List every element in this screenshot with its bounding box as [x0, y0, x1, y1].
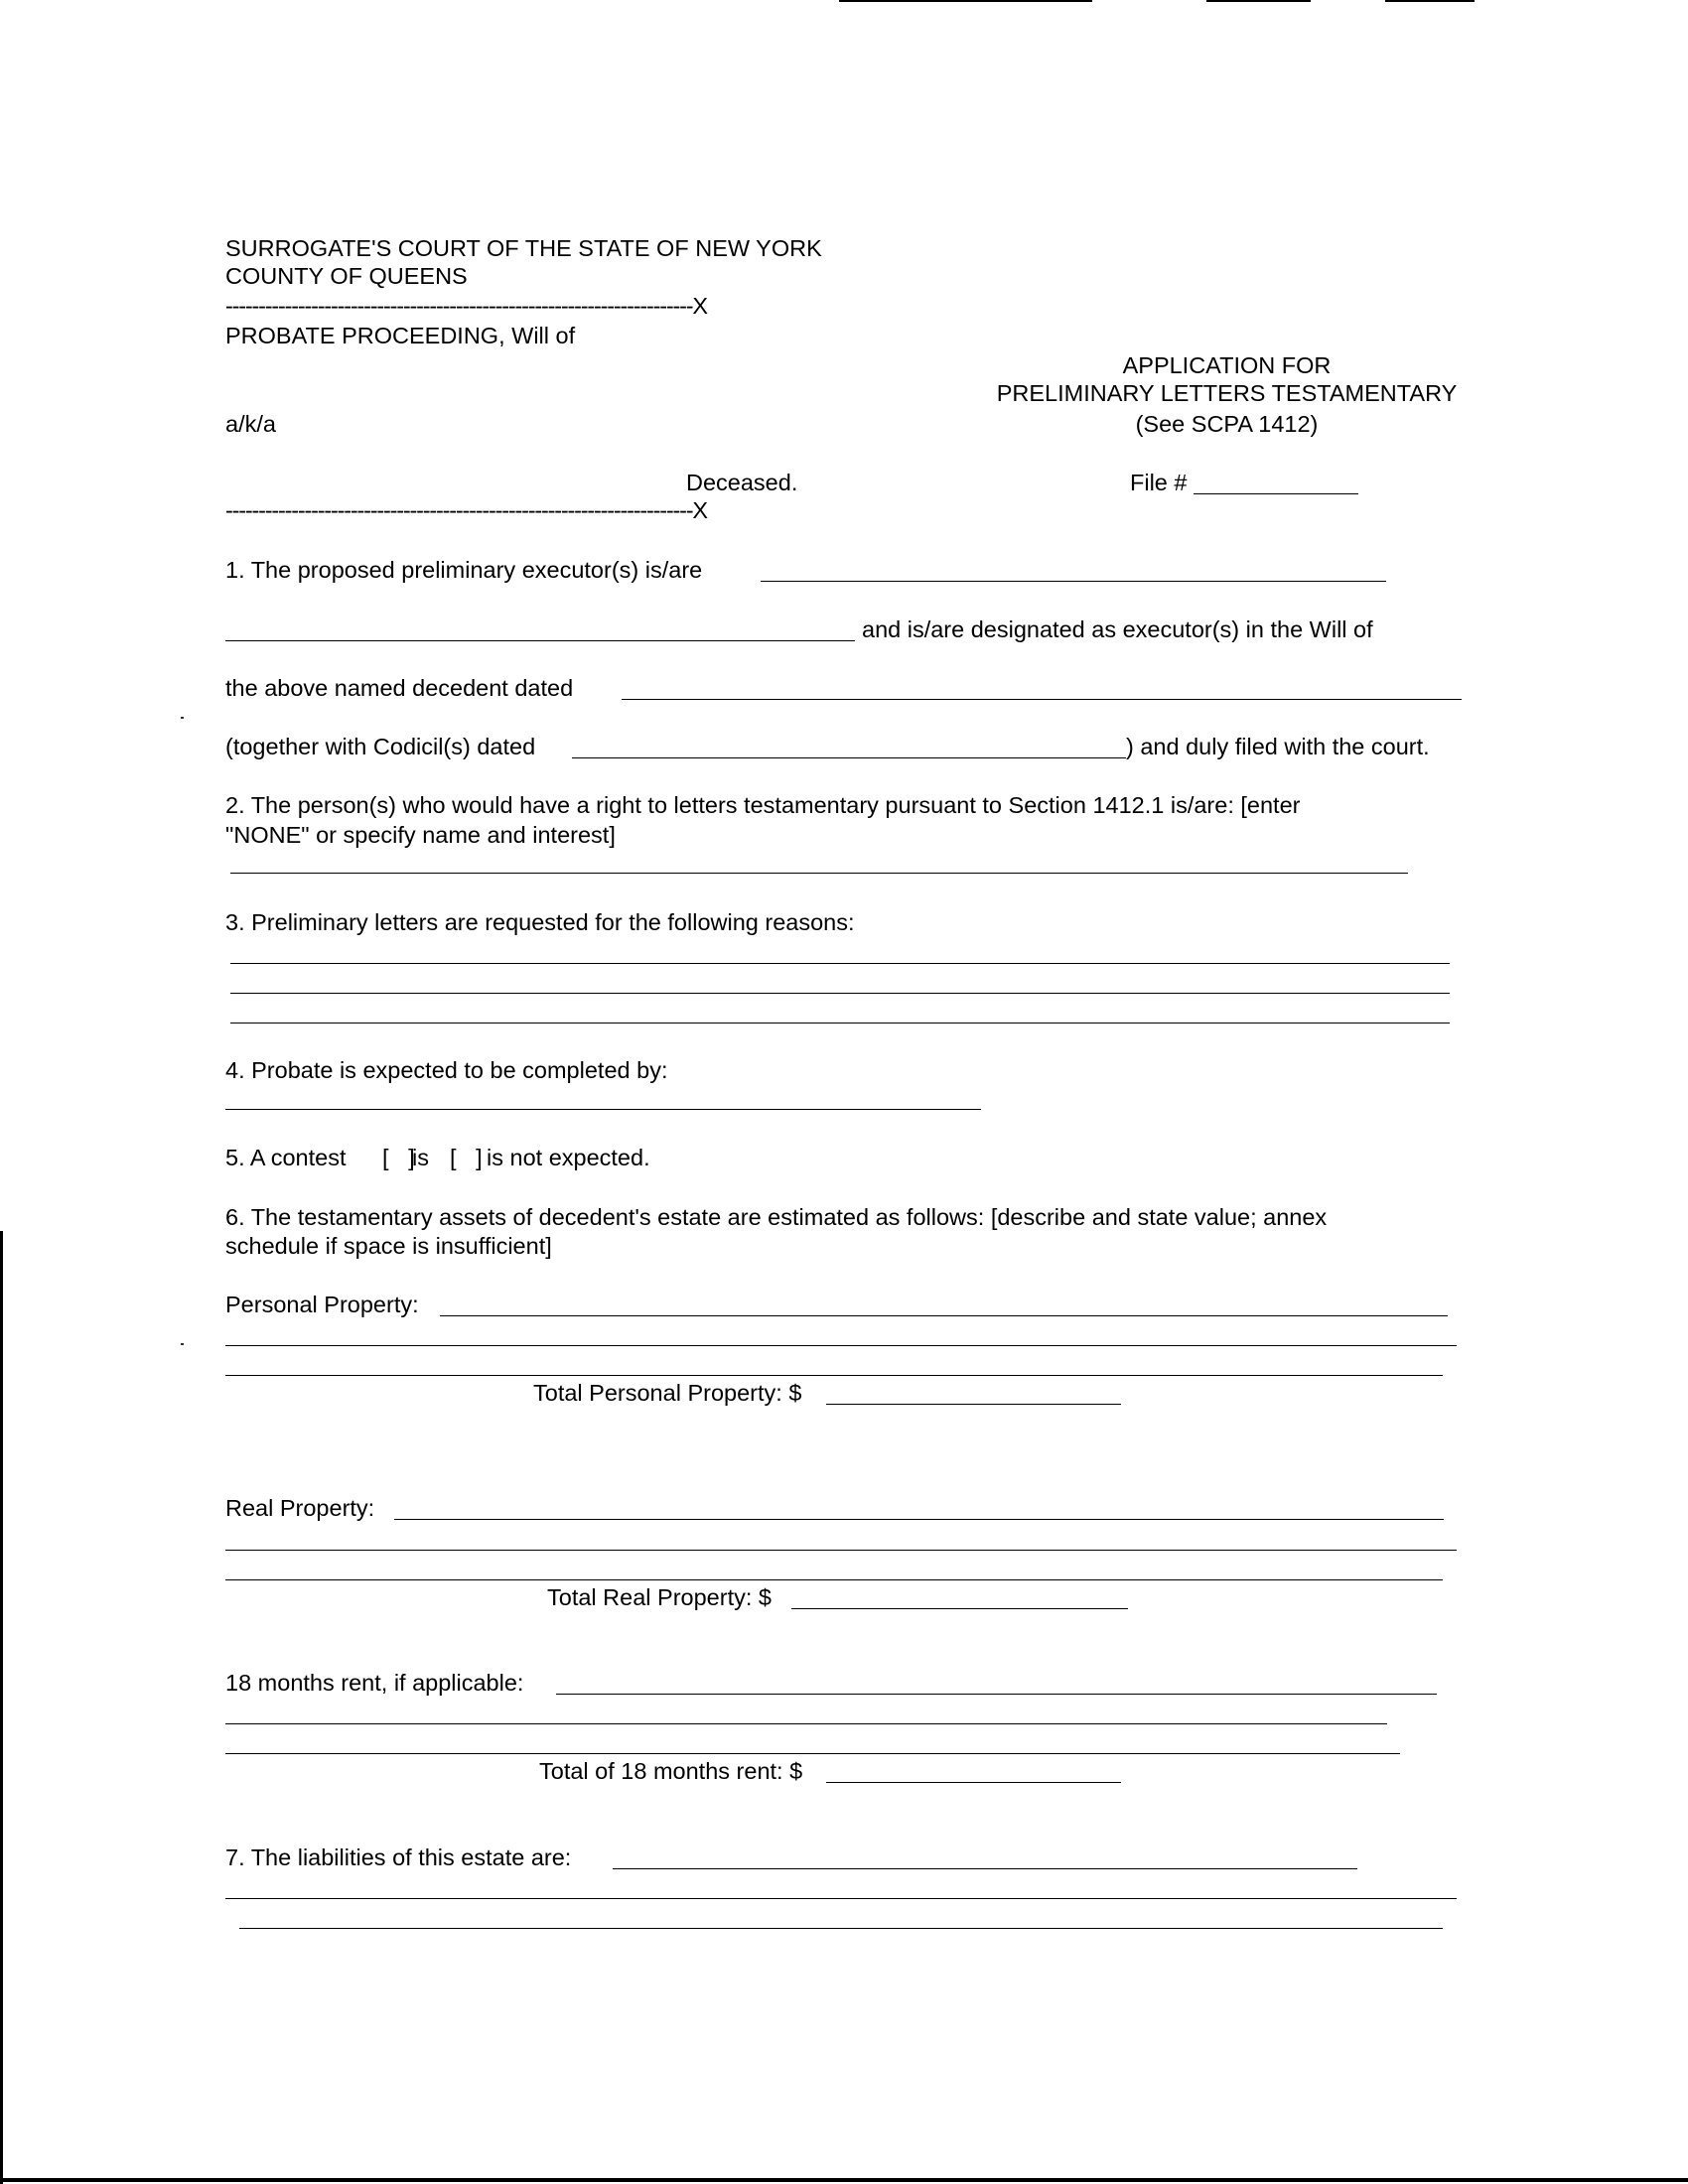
court-name: SURROGATE'S COURT OF THE STATE OF NEW YORK: [225, 235, 822, 261]
item-7-text: 7. The liabilities of this estate are:: [225, 1844, 572, 1870]
aka-label: a/k/a: [225, 411, 276, 437]
form-title-line1: APPLICATION FOR: [1122, 352, 1332, 378]
contest-expected-checkbox[interactable]: [ ]: [382, 1145, 415, 1170]
reasons-field-1[interactable]: [230, 963, 1450, 964]
form-title-line2: PRELIMINARY LETTERS TESTAMENTARY: [996, 380, 1458, 406]
caption-rule-top: -----------------------------------------------------------------------X: [225, 293, 707, 319]
liabilities-field-2[interactable]: [225, 1898, 1457, 1899]
executor-name-field[interactable]: [761, 581, 1386, 582]
item-5-not-expected-text: is not expected.: [487, 1145, 650, 1170]
executor-name-field-2[interactable]: [225, 640, 855, 641]
item-1-text: 1. The proposed preliminary executor(s) is/are: [225, 557, 703, 583]
file-number-label: File #: [1130, 470, 1188, 495]
county-name: COUNTY OF QUEENS: [225, 263, 468, 289]
total-real-property-field[interactable]: [791, 1608, 1128, 1609]
form-title-line3: (See SCPA 1412): [1135, 411, 1319, 437]
scan-top-line-2: [1206, 0, 1311, 2]
item-6-text-line2: schedule if space is insufficient]: [225, 1233, 552, 1259]
item-1-designated-text: and is/are designated as executor(s) in the Will of: [862, 616, 1373, 642]
item-5-text: 5. A contest: [225, 1145, 347, 1170]
item-5-is-text: is: [412, 1145, 429, 1170]
will-date-field[interactable]: [622, 699, 1462, 700]
item-1-decedent-text: the above named decedent dated: [225, 675, 574, 701]
liabilities-field-1[interactable]: [613, 1868, 1357, 1869]
item-2-text-line1: 2. The person(s) who would have a right to letters testamentary pursuant to Section 1412.1 is/are: [enter: [225, 792, 1301, 818]
contest-not-expected-checkbox[interactable]: [ ]: [450, 1145, 483, 1170]
reasons-field-2[interactable]: [230, 993, 1450, 994]
total-personal-property-field[interactable]: [826, 1404, 1121, 1405]
real-property-field-3[interactable]: [225, 1579, 1443, 1580]
item-1-filed-text: ) and duly filed with the court.: [1126, 734, 1430, 759]
page-left-border: [0, 1231, 3, 2184]
rent-label: 18 months rent, if applicable:: [225, 1670, 524, 1696]
item-1-codicil-text: (together with Codicil(s) dated: [225, 734, 536, 759]
scan-top-line-1: [839, 0, 1092, 2]
real-property-field-1[interactable]: [394, 1519, 1444, 1520]
item-4-text: 4. Probate is expected to be completed by:: [225, 1057, 668, 1083]
scan-speck: [181, 1343, 184, 1345]
item-3-text: 3. Preliminary letters are requested for the following reasons:: [225, 909, 855, 935]
liabilities-field-3[interactable]: [239, 1928, 1443, 1929]
personal-property-label: Personal Property:: [225, 1292, 419, 1317]
item-2-answer-field[interactable]: [230, 873, 1408, 874]
completion-date-field[interactable]: [225, 1109, 981, 1110]
file-number-field[interactable]: [1194, 493, 1358, 494]
total-real-property-label: Total Real Property: $: [547, 1584, 772, 1610]
deceased-label: Deceased.: [686, 470, 798, 495]
scan-speck: [181, 717, 184, 719]
scan-top-line-3: [1385, 0, 1475, 2]
caption-rule-bottom: -----------------------------------------------------------------------X: [225, 497, 707, 523]
total-rent-field[interactable]: [826, 1782, 1121, 1783]
reasons-field-3[interactable]: [230, 1023, 1450, 1024]
total-rent-label: Total of 18 months rent: $: [539, 1758, 803, 1784]
real-property-field-2[interactable]: [225, 1550, 1457, 1551]
proceeding-label: PROBATE PROCEEDING, Will of: [225, 323, 576, 348]
rent-field-1[interactable]: [556, 1694, 1437, 1695]
item-6-text-line1: 6. The testamentary assets of decedent's estate are estimated as follows: [describe and state value; annex: [225, 1204, 1328, 1230]
personal-property-field-2[interactable]: [225, 1345, 1457, 1346]
rent-field-2[interactable]: [225, 1723, 1387, 1724]
real-property-label: Real Property:: [225, 1495, 375, 1521]
codicil-date-field[interactable]: [572, 757, 1126, 758]
item-2-text-line2: "NONE" or specify name and interest]: [225, 822, 616, 848]
personal-property-field-3[interactable]: [225, 1375, 1443, 1376]
page-bottom-border: [0, 2178, 1688, 2182]
rent-field-3[interactable]: [225, 1753, 1400, 1754]
total-personal-property-label: Total Personal Property: $: [533, 1380, 802, 1406]
personal-property-field-1[interactable]: [440, 1315, 1448, 1316]
